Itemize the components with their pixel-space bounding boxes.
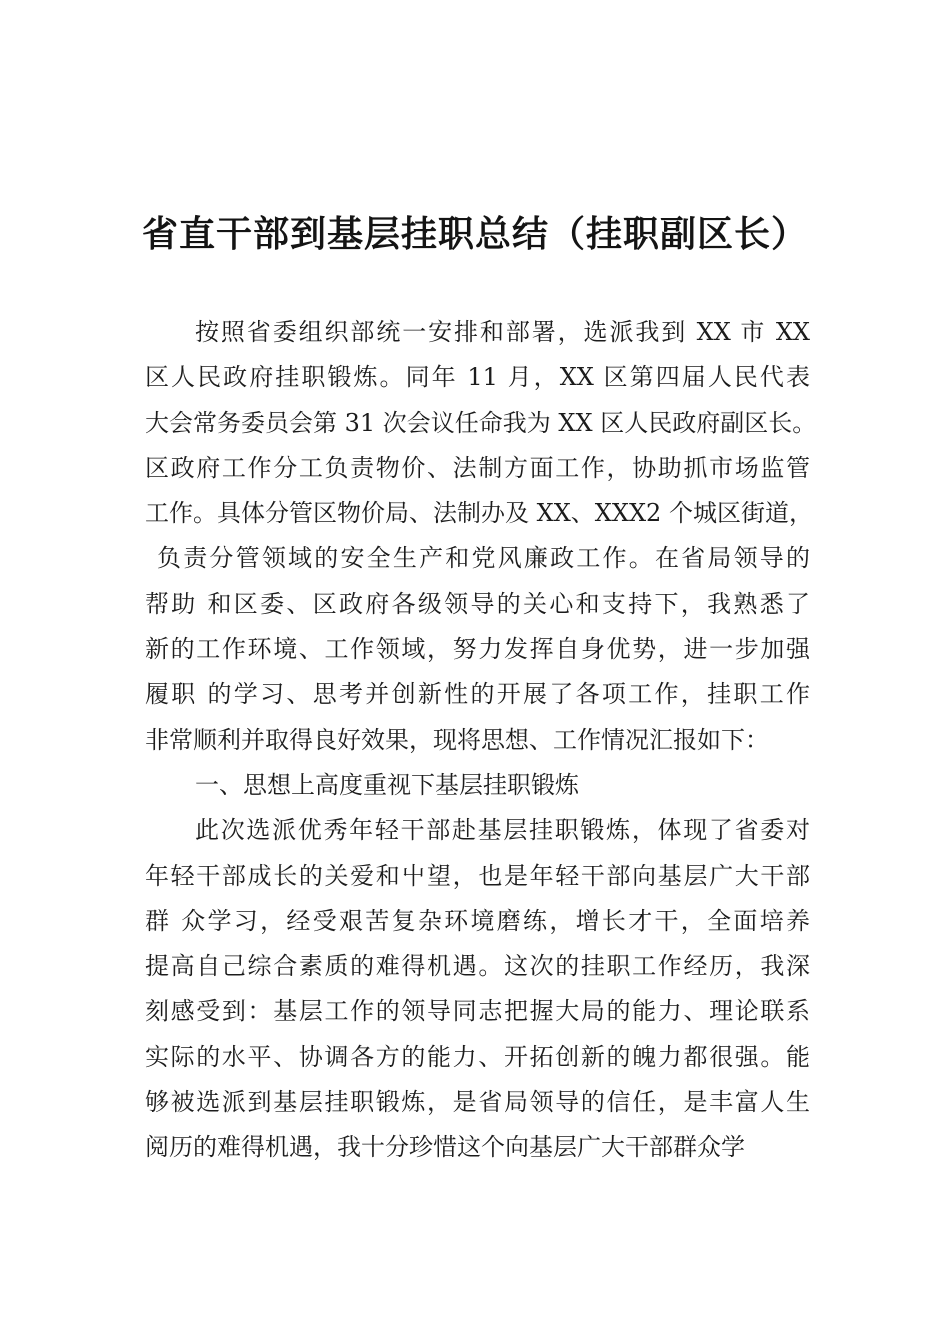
document-body: [145, 310, 817, 1171]
paragraph-1-line: 大会常务委员会第 31 次会议任命我为 XX 区人民政府副区长。: [145, 408, 817, 437]
paragraph-1: [145, 310, 817, 763]
paragraph-1-line: 按照省委组织部统一安排和部署，选派我到 XX 市 XX: [195, 318, 810, 346]
paragraph-2: [145, 808, 810, 1170]
paragraph-2-line: 群 众学习，经受艰苦复杂环境磨练，增长才干，全面培养: [145, 906, 810, 935]
paragraph-2-line: 年轻干部成长的关爱和⼬望，也是年轻干部向基层广大干部: [145, 861, 810, 890]
paragraph-1-line: 区人民政府挂职锻炼。同年 11 月，XX 区第四届人民代表: [145, 363, 810, 392]
paragraph-2-line: 够被选派到基层挂职锻炼，是省局领导的信任，是丰富人生: [145, 1088, 810, 1117]
paragraph-2-line: 阅历的难得机遇，我十分珍惜这个向基层广大干部群众学: [145, 1133, 745, 1162]
paragraph-1-line: 负责分管领域的安全生产和党风廉政工作。在省局领导的: [157, 544, 810, 573]
paragraph-1-line: 履职 的学习、思考并创新性的开展了各项工作，挂职工作: [145, 680, 810, 709]
document-title: 省直干部到基层挂职总结（挂职副区长）: [141, 213, 808, 255]
paragraph-1-line: 新的工作环境、工作领域，努力发挥自身优势，进一步加强: [145, 635, 810, 664]
paragraph-1-line: 帮助 和区委、区政府各级领导的关心和支持下，我熟悉了: [145, 589, 810, 618]
paragraph-2-line: 刻感受到：基层工作的领导同志把握大局的能力、理论联系: [145, 997, 810, 1026]
section-heading-1: 一、思想上高度重视下基层挂职锻炼: [195, 770, 579, 799]
paragraph-2-line: 此次选派优秀年轻干部赴基层挂职锻炼，体现了省委对: [195, 816, 810, 845]
paragraph-2-line: 提高自己综合素质的难得机遇。这次的挂职工作经历，我深: [145, 952, 810, 981]
paragraph-2-line: 实际的水平、协调各方的能力、开拓创新的魄力都很强。能: [145, 1042, 810, 1071]
paragraph-1-line: 工作。具体分管区物价局、法制办及 XX、XXX2 个城区街道，: [145, 499, 813, 528]
paragraph-1-line: 区政府工作分工负责物价、法制方面工作，协助抓市场监管: [145, 453, 810, 482]
paragraph-1-line: 非常顺利并取得良好效果，现将思想、工作情况汇报如下：: [145, 725, 769, 754]
